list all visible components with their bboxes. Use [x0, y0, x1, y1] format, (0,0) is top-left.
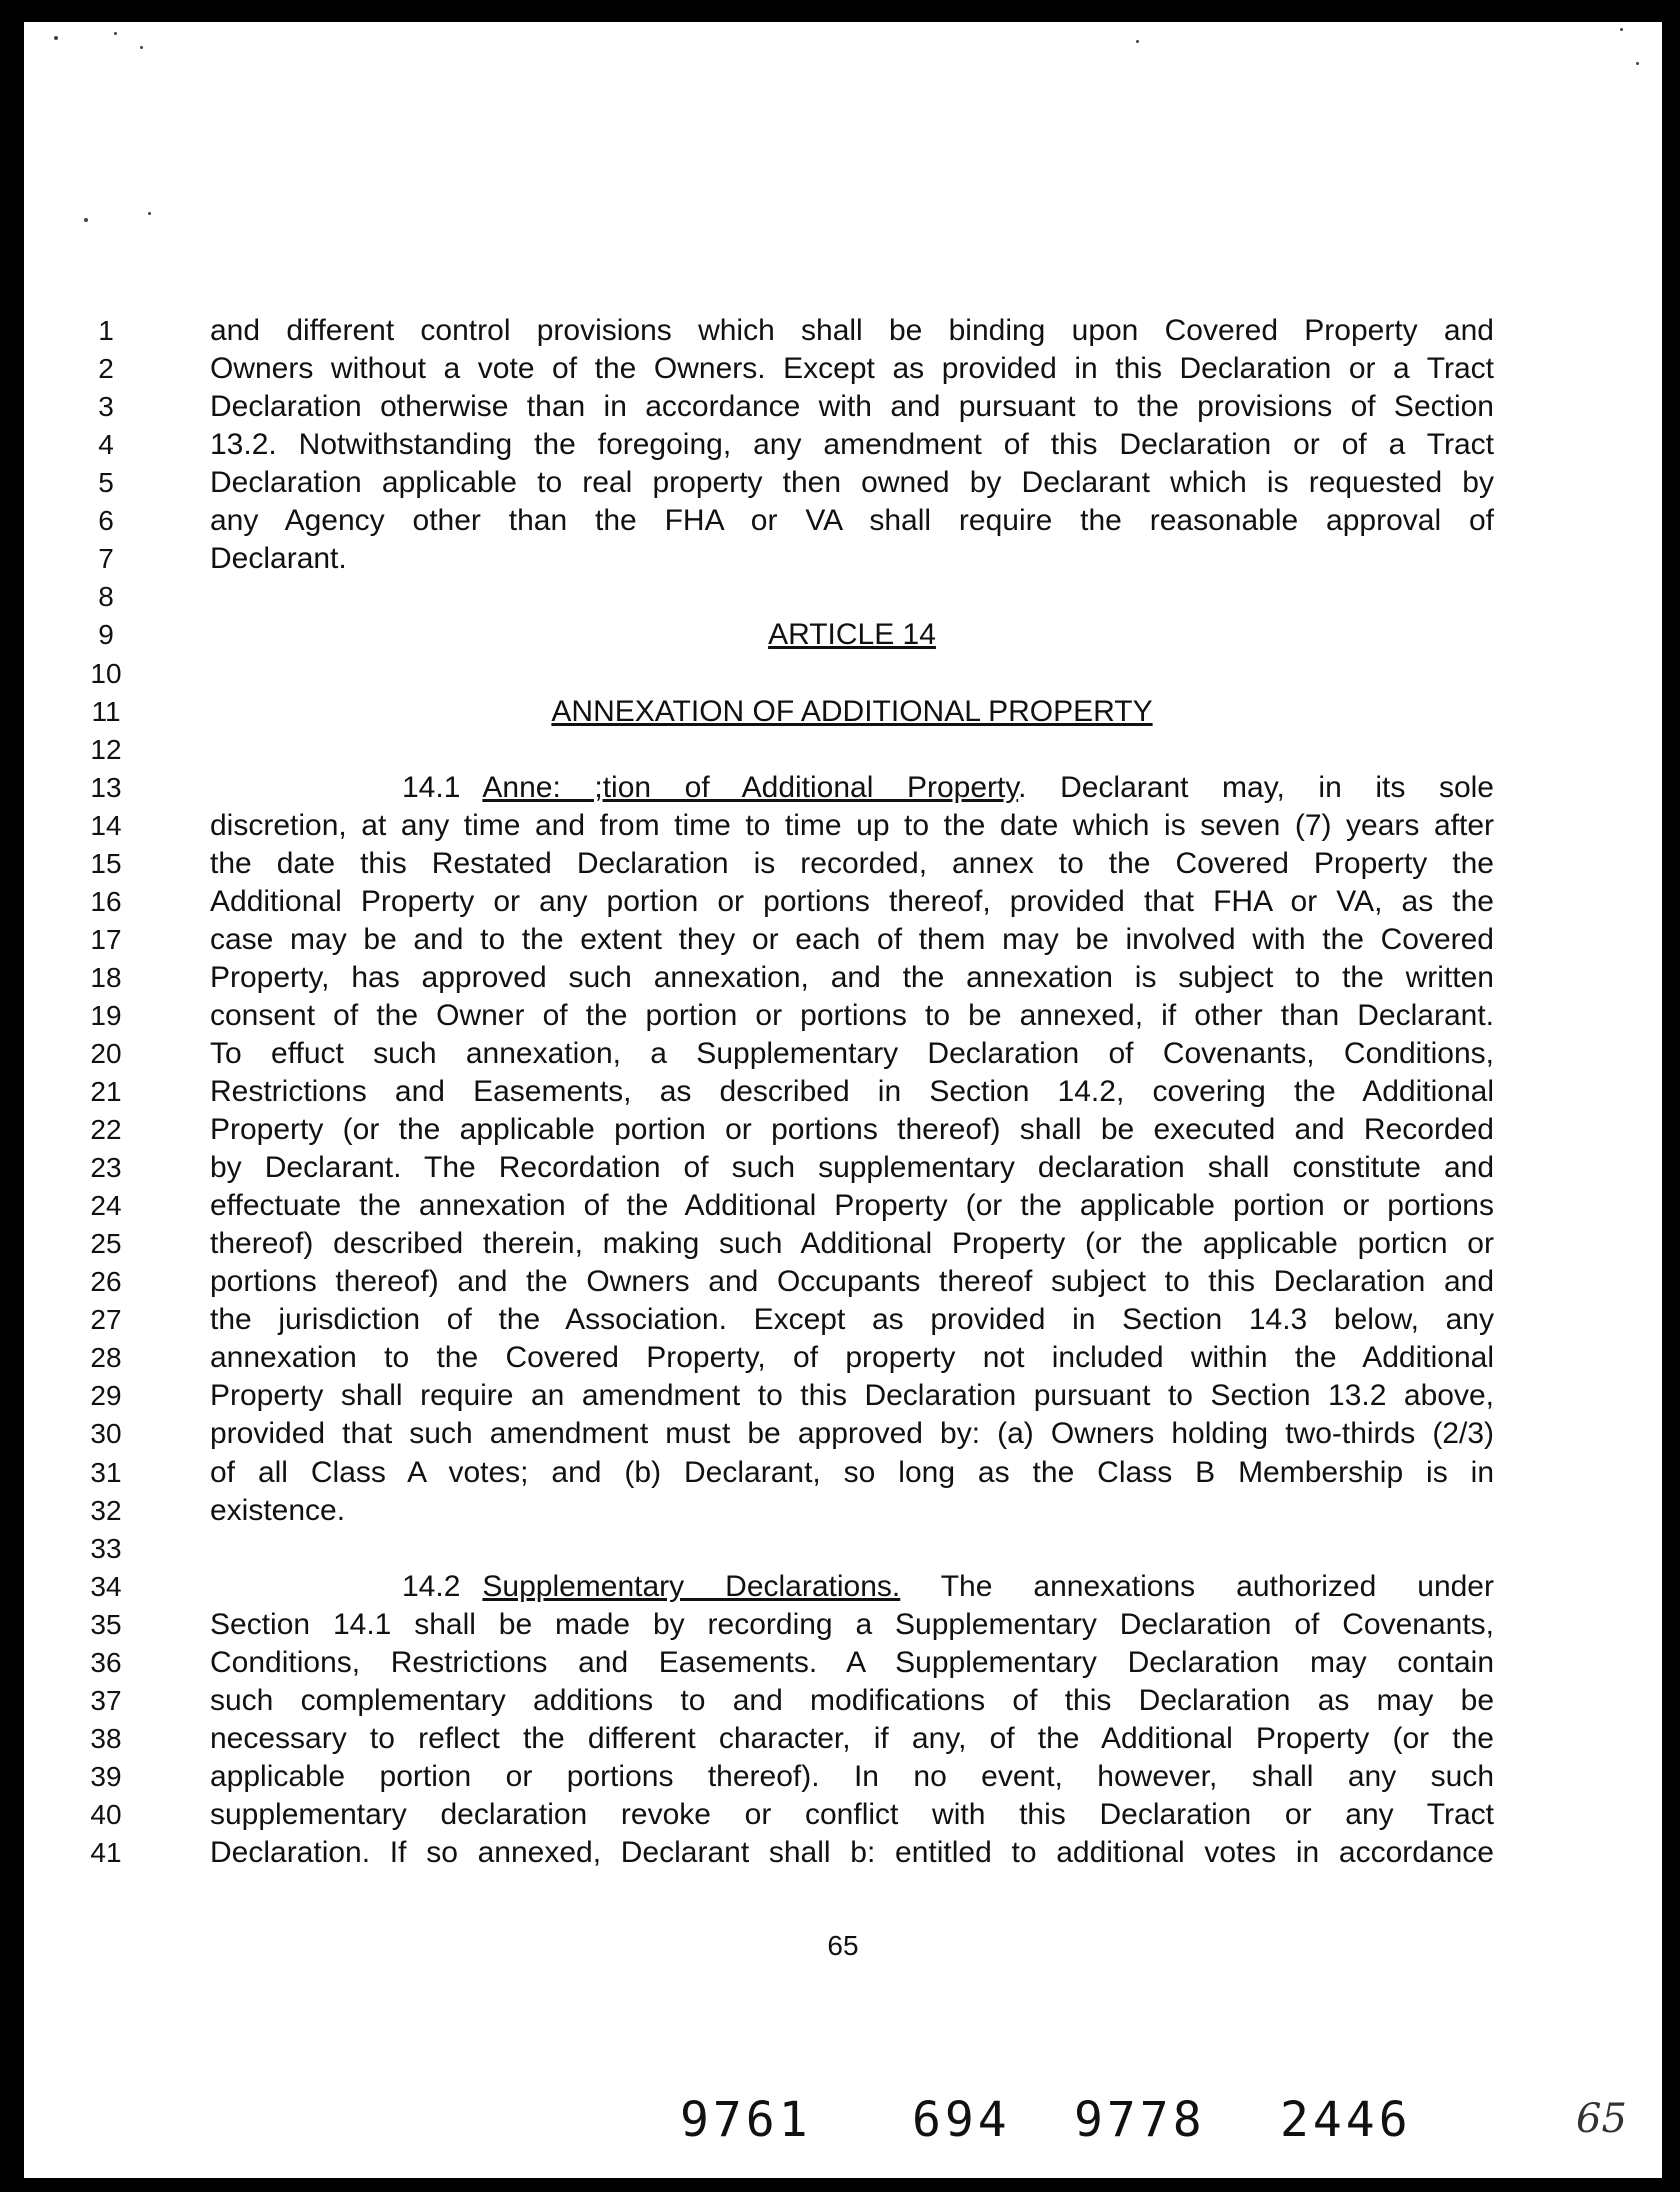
line-number: 13 [90, 771, 122, 803]
line-text: Additional Property or any portion or portions thereof, provided that FHA or VA, as the [210, 884, 1494, 918]
line-number: 12 [90, 733, 122, 765]
document-line [24, 1492, 1584, 1530]
document-line [24, 655, 1584, 693]
line-number: 15 [90, 847, 122, 879]
scan-speck [1636, 62, 1639, 65]
section-line [402, 1568, 1494, 1606]
footer-code: 9778 [1074, 2092, 1206, 2148]
document-line [24, 616, 1584, 654]
line-number: 36 [90, 1646, 122, 1678]
line-text: 13.2. Notwithstanding the foregoing, any amendment of this Declaration or of a Tract [210, 428, 1494, 462]
line-number: 23 [90, 1152, 122, 1184]
line-text: provided that such amendment must be approved by: (a) Owners holding two-thirds (2/3) [210, 1417, 1494, 1451]
line-number: 9 [98, 619, 114, 651]
line-text: . Declarant may, in its sole [1018, 770, 1494, 804]
scan-speck [140, 46, 143, 49]
scan-speck [54, 36, 58, 40]
line-number: 25 [90, 1228, 122, 1260]
line-text: Property shall require an amendment to this Declaration pursuant to Section 13.2 above, [210, 1379, 1494, 1413]
handwritten-mark: 65 [1576, 2096, 1627, 2142]
document-line [24, 578, 1584, 616]
line-text: the date this Restated Declaration is recorded, annex to the Covered Property the [210, 846, 1494, 880]
line-number: 1 [98, 315, 114, 346]
document-line [24, 921, 1584, 959]
section-line [402, 769, 1494, 807]
line-text: applicable portion or portions thereof). In no event, however, shall any such [210, 1759, 1494, 1793]
line-number: 33 [90, 1532, 122, 1564]
line-text: and different control provisions which shall be binding upon Covered Property and [210, 314, 1494, 347]
document-line [24, 388, 1584, 426]
line-text: supplementary declaration revoke or conflict with this Declaration or any Tract [210, 1797, 1494, 1831]
document-line [24, 769, 1584, 807]
line-text: discretion, at any time and from time to time up to the date which is seven (7) years after [210, 808, 1494, 842]
line-text: annexation to the Covered Property, of property not included within the Additional [210, 1341, 1494, 1375]
document-line [24, 1834, 1584, 1872]
line-number: 39 [90, 1760, 122, 1792]
line-text: case may be and to the extent they or each of them may be involved with the Covered [210, 922, 1494, 956]
document-line [24, 1187, 1584, 1225]
document-line [24, 883, 1584, 921]
line-number: 21 [90, 1076, 122, 1107]
line-text: such complementary additions to and modifications of this Declaration as may be [210, 1683, 1494, 1717]
line-text: by Declarant. The Recordation of such supplementary declaration shall constitute and [210, 1151, 1494, 1185]
line-number: 27 [90, 1304, 122, 1336]
line-number: 4 [98, 429, 114, 461]
line-number: 19 [90, 999, 122, 1031]
document-line [24, 845, 1584, 883]
document-line [24, 1682, 1584, 1720]
line-text: thereof) described therein, making such Additional Property (or the applicable porticn or [210, 1227, 1494, 1261]
line-text: necessary to reflect the different character, if any, of the Additional Property (or the [210, 1721, 1494, 1755]
document-line [24, 731, 1584, 769]
line-number: 11 [91, 695, 121, 727]
section-number: 14.1 [402, 770, 461, 804]
page-number: 65 [827, 1930, 859, 1961]
line-number: 6 [98, 505, 114, 537]
line-text: Declaration otherwise than in accordance with and pursuant to the provisions of Section [210, 390, 1494, 424]
document-line [24, 540, 1584, 578]
line-text: of all Class A votes; and (b) Declarant, so long as the Class B Membership is in [210, 1455, 1494, 1489]
document-line [24, 1568, 1584, 1606]
line-number: 34 [90, 1570, 122, 1602]
line-text: Property (or the applicable portion or portions thereof) shall be executed and Recorded [210, 1113, 1494, 1146]
line-number: 32 [90, 1494, 122, 1526]
section-heading: Supplementary Declarations. [482, 1569, 901, 1603]
line-text: Declarant. [210, 542, 347, 576]
line-text: Declaration applicable to real property then owned by Declarant which is requested by [210, 466, 1494, 500]
document-line [24, 1073, 1584, 1111]
document-line [24, 1263, 1584, 1301]
line-number: 14 [90, 809, 122, 841]
line-text: The annexations authorized under [900, 1569, 1494, 1603]
document-page [24, 22, 1662, 2178]
line-number: 30 [90, 1418, 122, 1450]
section-number: 14.2 [402, 1569, 461, 1603]
line-number: 38 [90, 1722, 122, 1754]
document-line [24, 1377, 1584, 1415]
scan-speck [84, 218, 88, 222]
document-line [24, 693, 1584, 731]
line-text: existence. [210, 1493, 346, 1527]
line-number: 20 [90, 1037, 122, 1069]
line-number: 24 [90, 1190, 122, 1222]
line-number: 3 [98, 391, 114, 423]
scan-speck [114, 32, 117, 35]
document-line [24, 312, 1584, 350]
line-text: Section 14.1 shall be made by recording a Supplementary Declaration of Covenants, [210, 1607, 1494, 1641]
line-number: 7 [98, 543, 114, 575]
line-text: the jurisdiction of the Association. Except as provided in Section 14.3 below, any [210, 1303, 1494, 1337]
footer-code: 694 [912, 2092, 1011, 2148]
document-line [24, 1758, 1584, 1796]
line-number: 5 [98, 467, 114, 499]
document-line [24, 1149, 1584, 1187]
footer-code: 2446 [1280, 2092, 1412, 2148]
document-line [24, 807, 1584, 845]
section-heading: Anne: ;tion of Additional Property [482, 770, 1019, 804]
document-line [24, 1454, 1584, 1492]
document-line [24, 1111, 1584, 1149]
line-number: 22 [90, 1114, 122, 1145]
document-line [24, 1339, 1584, 1377]
document-line [24, 502, 1584, 540]
line-text: Property, has approved such annexation, and the annexation is subject to the written [210, 960, 1494, 994]
document-line [24, 1796, 1584, 1834]
line-number: 31 [90, 1456, 122, 1488]
article-heading: ANNEXATION OF ADDITIONAL PROPERTY [551, 694, 1153, 728]
line-number: 40 [90, 1798, 122, 1830]
line-number: 35 [90, 1608, 122, 1640]
line-text: To effuct such annexation, a Supplementary Declaration of Covenants, Conditions, [210, 1036, 1494, 1070]
line-number: 16 [90, 885, 122, 917]
line-number: 2 [98, 353, 114, 385]
line-number: 28 [90, 1342, 122, 1374]
line-text: portions thereof) and the Owners and Occupants thereof subject to this Declaration and [210, 1265, 1494, 1299]
line-text: Owners without a vote of the Owners. Except as provided in this Declaration or a Tract [210, 352, 1494, 386]
document-line [24, 997, 1584, 1035]
scan-speck [1620, 28, 1623, 31]
scan-speck [1136, 40, 1139, 43]
document-line [24, 426, 1584, 464]
article-heading: ARTICLE 14 [768, 618, 936, 652]
line-text: consent of the Owner of the portion or portions to be annexed, if other than Declarant. [210, 998, 1494, 1032]
document-line [24, 1035, 1584, 1073]
document-line [24, 1720, 1584, 1758]
scan-speck [148, 212, 151, 215]
document-line [24, 959, 1584, 997]
line-number: 18 [90, 961, 122, 993]
line-number: 29 [90, 1380, 122, 1412]
line-number: 37 [90, 1684, 122, 1716]
document-line [24, 1530, 1584, 1568]
document-line [24, 1225, 1584, 1263]
line-text: Conditions, Restrictions and Easements. A Supplementary Declaration may contain [210, 1645, 1494, 1679]
line-text: Restrictions and Easements, as described in Section 14.2, covering the Additional [210, 1075, 1494, 1108]
document-line [24, 1415, 1584, 1453]
document-line [24, 1644, 1584, 1682]
line-number: 26 [90, 1266, 122, 1298]
line-text: Declaration. If so annexed, Declarant shall b: entitled to additional votes in accordance [210, 1836, 1494, 1869]
line-number: 10 [90, 657, 122, 689]
footer-code: 9761 [680, 2092, 812, 2148]
line-text: any Agency other than the FHA or VA shall require the reasonable approval of [210, 504, 1494, 538]
document-line [24, 464, 1584, 502]
document-line [24, 1301, 1584, 1339]
line-number: 8 [98, 581, 114, 613]
document-line [24, 350, 1584, 388]
line-number: 17 [90, 923, 122, 955]
document-line [24, 1606, 1584, 1644]
line-text: effectuate the annexation of the Additional Property (or the applicable portion or portions [210, 1189, 1494, 1223]
line-number: 41 [90, 1837, 122, 1868]
